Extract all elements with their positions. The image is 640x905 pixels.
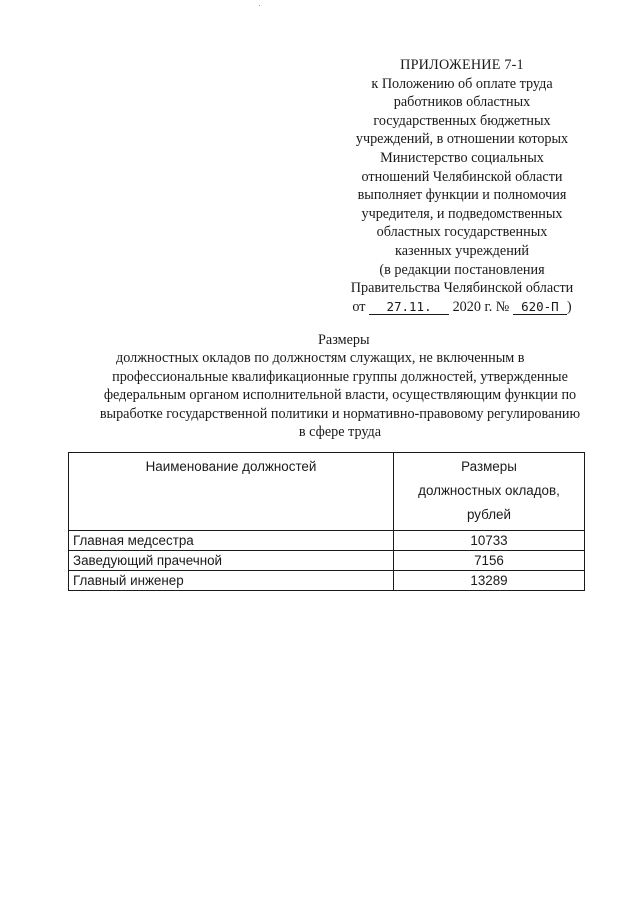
- appendix-title: ПРИЛОЖЕНИЕ 7-1: [400, 57, 524, 73]
- table-row: [69, 551, 585, 571]
- appendix-line: государственных бюджетных: [373, 112, 551, 129]
- heading-line: профессиональные квалификационные группы должностей, утвержденные: [112, 368, 568, 385]
- position-name: Заведующий прачечной: [69, 551, 394, 571]
- date-prefix: от: [352, 298, 366, 315]
- document-heading: [60, 331, 620, 441]
- salary-value: 13289: [394, 571, 585, 591]
- appendix-line: работников областных: [393, 94, 531, 111]
- appendix-line: Министерство социальных: [380, 149, 544, 166]
- heading-line: должностных окладов по должностям служащих, не включенным в: [116, 350, 525, 367]
- table-header-row: [69, 453, 585, 531]
- salary-table: [68, 452, 585, 591]
- scan-speck: [259, 5, 260, 6]
- appendix-line: учредителя, и подведомственных: [361, 205, 563, 222]
- appendix-line: казенных учреждений: [395, 242, 529, 259]
- appendix-line: (в редакции постановления: [379, 261, 545, 278]
- header-salary-line: рублей: [467, 507, 511, 522]
- resolution-date: 27.11.: [369, 300, 449, 315]
- salary-value: 10733: [394, 531, 585, 551]
- heading-line: федеральным органом исполнительной власти, осуществляющим функции по: [103, 387, 577, 404]
- table-row: [69, 531, 585, 551]
- year-text: 2020 г. №: [452, 298, 510, 315]
- table-row: [69, 571, 585, 591]
- appendix-line: отношений Челябинской области: [361, 168, 563, 185]
- appendix-line: к Положению об оплате труда: [371, 75, 553, 92]
- heading-line: в сфере труда: [298, 424, 382, 441]
- header-position-name: Наименование должностей: [69, 453, 394, 531]
- appendix-line: Правительства Челябинской области: [350, 280, 574, 297]
- appendix-line: выполняет функции и полномочия: [357, 187, 567, 204]
- appendix-line: областных государственных: [376, 224, 548, 241]
- heading-title: Размеры: [318, 332, 370, 348]
- appendix-line: учреждений, в отношении которых: [355, 131, 569, 148]
- position-name: Главная медсестра: [69, 531, 394, 551]
- header-salary-line: должностных окладов,: [418, 483, 560, 498]
- closing-paren: ): [566, 298, 572, 315]
- header-salary-line: Размеры: [461, 459, 517, 474]
- heading-line: выработке государственной политики и нормативно-правовому регулированию: [99, 405, 581, 422]
- appendix-block: [330, 56, 594, 316]
- resolution-date-line: [330, 298, 594, 317]
- salary-value: 7156: [394, 551, 585, 571]
- resolution-number: 620-П: [513, 300, 567, 315]
- position-name: Главный инженер: [69, 571, 394, 591]
- header-salary: [394, 453, 585, 531]
